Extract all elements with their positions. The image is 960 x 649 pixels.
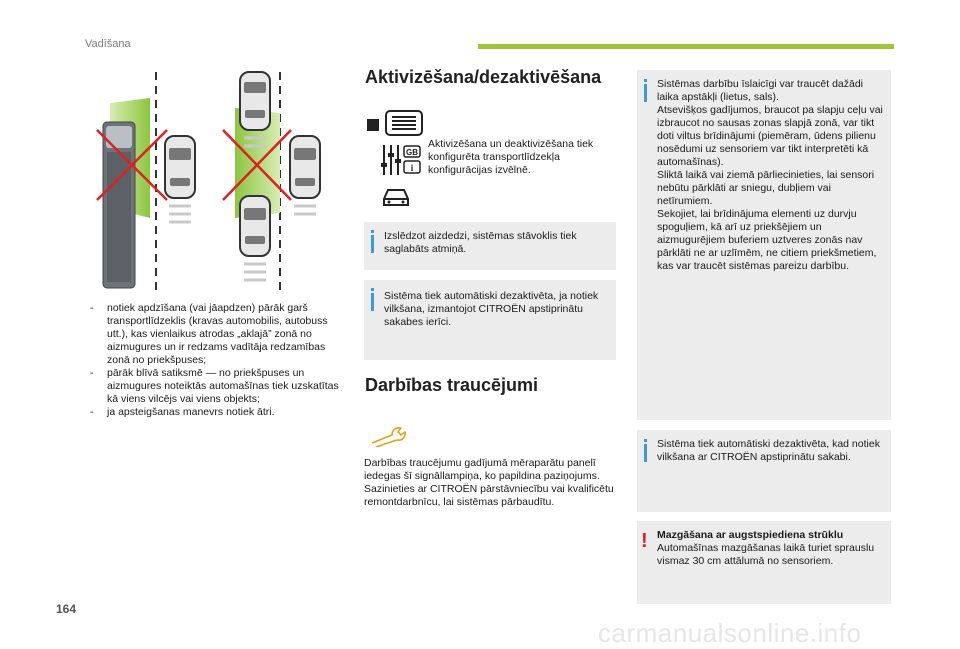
warning-note-washing <box>637 521 891 604</box>
weather-line-1: Sistēmas darbību īslaicīgi var traucēt dažādi laika apstākļi (lietus, sals). <box>657 78 864 103</box>
blind-spot-illustration <box>85 68 330 300</box>
info-note-towing-hitch <box>637 430 891 512</box>
gb-label: GB <box>406 148 418 157</box>
info-note-text: Izslēdzot aizdedzi, sistēmas stāvoklis tiek saglabāts atmiņā. <box>384 230 577 255</box>
section-header: Vadīšana <box>85 38 131 50</box>
warning-note-text <box>657 529 883 568</box>
weather-line-4: Sekojiet, lai brīdinājuma elementi uz durvju spoguļiem, kā arī uz priekšējiem un aizmugurējiem buferiem uztveres zonās nav pārklāti ne ar uzlīmēm, ne citiem priekšmetiem, kas var traucēt sistēmas pareizu darbību. <box>657 208 877 272</box>
info-note-text: Sistēma tiek automātiski dezaktivēta, ja notiek vilkšana, izmantojot CITROËN apstiprinātu sakabes ierīci. <box>384 290 599 328</box>
faults-text-1: Darbības traucējumu gadījumā mēraparātu panelī iedegas šī signāllampiņa, ko papildina paziņojums. <box>364 457 600 482</box>
activation-heading: Aktivizēšana/dezaktivēšana <box>365 67 602 87</box>
faults-text-2: Sazinieties ar CITROËN pārstāvniecību vai kvalificētu remontdarbnīcu, lai sistēmas pārbaudītu. <box>364 483 614 508</box>
settings-sliders-icon <box>380 143 422 177</box>
page-number: 164 <box>56 602 77 616</box>
warning-icon: ! <box>641 530 648 552</box>
weather-line-3: Sliktā laikā vai ziemā pārliecinieties, lai sensori nebūtu pārklāti ar sniegu, dubļiem vai netīrumiem. <box>657 169 875 207</box>
faults-description <box>364 457 614 509</box>
faults-heading: Darbības traucējumi <box>365 375 539 395</box>
list-item: - notiek apdzīšana (vai jāapdzen) pārāk garš transportlīdzeklis (kravas automobilis, autobuss utt.), kas vienlaikus atrodas „aklajā” zonā no aizmugures un ir redzams vadītāja redzamības zonā no priekšpuses; <box>90 302 328 366</box>
warning-title: Mazgāšana ar augstspiediena strūklu <box>657 529 844 541</box>
weather-line-2: Atsevišķos gadījumos, braucot pa slapju ceļu vai izbraucot no sausas zonas slapjā zonā, var tikt doti viltus brīdinājumi (piemēram, ūdens pilienu nosēdumi uz sensoriem var tikt interpretēti kā automašīnas). <box>657 104 883 168</box>
info-label: i <box>410 163 414 173</box>
conditions-list <box>90 302 345 419</box>
warning-body: Automašīnas mazgāšanas laikā turiet sprauslu vismaz 30 cm attālumā no sensoriem. <box>657 542 875 567</box>
activation-text: Aktivizēšana un deaktivizēšana tiek konfigurēta transportlīdzekļa konfigurācijas izvēlnē. <box>428 138 594 176</box>
info-note-text <box>657 78 883 273</box>
wrench-warning-icon <box>370 425 410 447</box>
info-icon <box>644 84 647 102</box>
car-icon <box>379 185 413 209</box>
watermark: carmanualsonline.info <box>598 618 862 648</box>
info-note-memory <box>364 222 616 270</box>
list-item: - pārāk blīvā satiksmē — no priekšpuses un aizmugures noteiktās automašīnas tiek uzskatītas kā viens vilcējs vai viens objekts; <box>90 367 339 405</box>
vehicle-settings-menu-icon <box>366 109 424 137</box>
info-icon <box>371 293 374 311</box>
info-icon <box>644 444 647 462</box>
info-icon <box>371 235 374 253</box>
info-note-text: Sistēma tiek automātiski dezaktivēta, kad notiek vilkšana ar CITROËN apstiprinātu sakabi. <box>657 438 880 463</box>
info-note-weather <box>637 70 891 420</box>
list-item: - ja apsteigšanas manevrs notiek ātri. <box>90 406 275 418</box>
info-note-towing <box>364 280 616 360</box>
header-accent-bar <box>478 44 894 49</box>
